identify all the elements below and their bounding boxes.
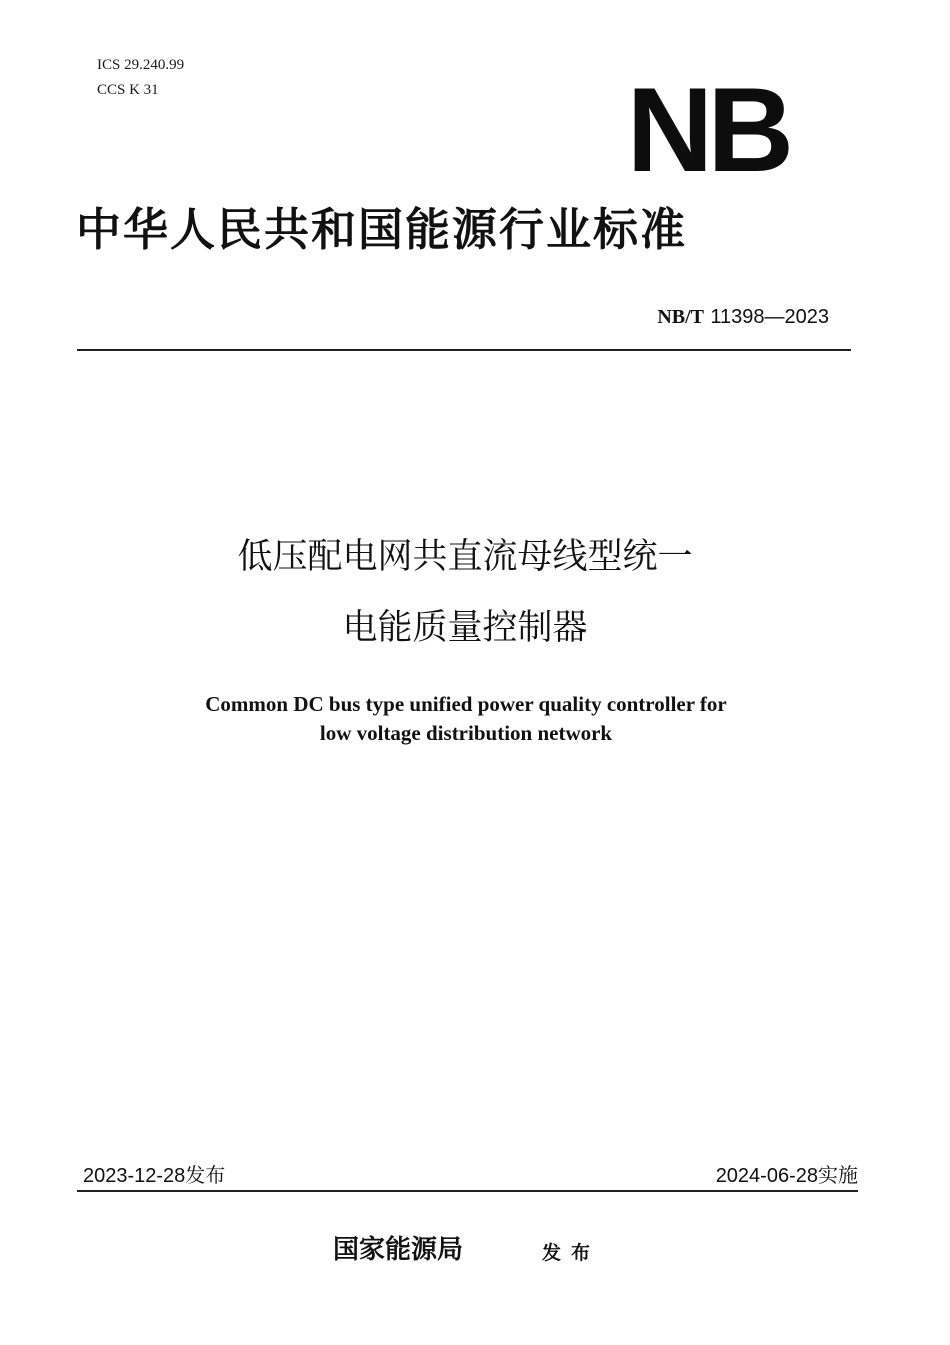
top-divider	[77, 349, 851, 351]
ccs-code: CCS K 31	[97, 82, 159, 98]
implementation-date: 2024-06-28实施	[715, 1165, 858, 1187]
bottom-divider	[77, 1190, 858, 1192]
standard-code: 11398—2023	[710, 306, 829, 328]
issuer-action: 发布	[542, 1242, 601, 1264]
title-en-line2: low voltage distribution network	[319, 721, 613, 745]
title-zh-line1: 低压配电网共直流母线型统一	[237, 537, 693, 577]
standard-category: 中华人民共和国能源行业标准	[76, 203, 688, 256]
standard-number	[657, 303, 829, 330]
issuer-name: 国家能源局	[333, 1235, 464, 1265]
standard-prefix: NB/T	[657, 306, 705, 328]
title-zh-line2: 电能质量控制器	[342, 608, 588, 648]
ics-code: ICS 29.240.99	[97, 57, 185, 73]
nb-logo: NB	[626, 63, 788, 197]
title-en-line1: Common DC bus type unified power quality controller for	[205, 692, 727, 716]
issue-date: 2023-12-28发布	[83, 1165, 226, 1187]
